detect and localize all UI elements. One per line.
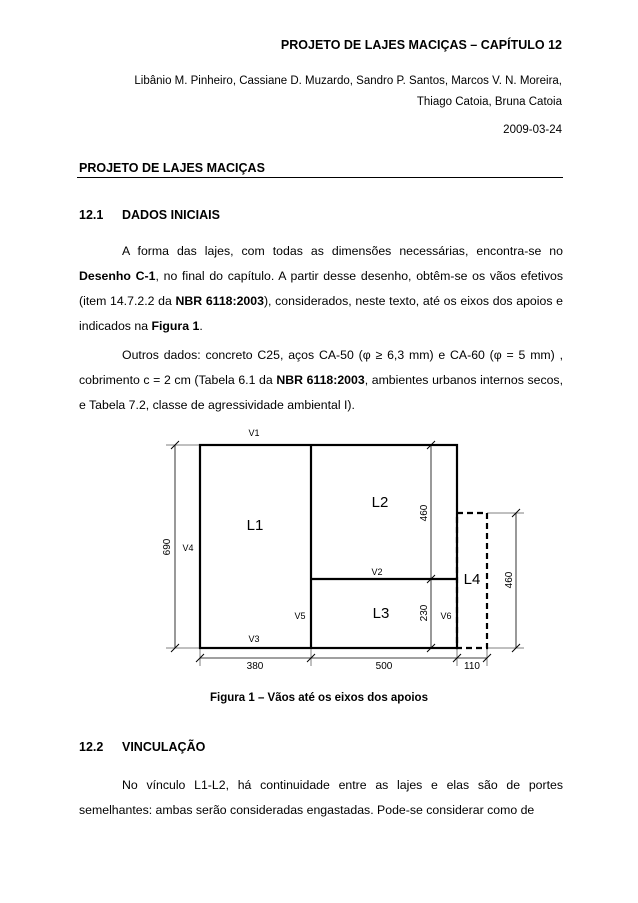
p1-text-a: A forma das lajes, com todas as dimensões necessárias, encontra-se no [122, 244, 563, 258]
dim-label-380: 380 [246, 661, 264, 672]
p2-text-a: Outros dados: concreto C25, aços CA-50 (φ ≥ 6,3 mm) e CA-60 (φ = 5 mm) , cobrimento c = 2 cm (Tabela 6.1 da [79, 348, 563, 387]
beam-label-v5: V5 [294, 611, 306, 621]
section-2-number: 12.2 [79, 740, 104, 754]
beam-label-v4: V4 [182, 543, 194, 553]
section-2-title: VINCULAÇÃO [122, 740, 206, 754]
figure-caption: Figura 1 – Vãos até os eixos dos apoios [210, 692, 428, 704]
slab-label-l1: L1 [246, 517, 264, 534]
p2-ref-norm: NBR 6118:2003 [276, 373, 365, 387]
p1-text-g: . [199, 319, 203, 333]
p1-text-c: , no final do capítulo. A partir desse desenho, obtêm-se os vãos efetivos (item 14.7.2.2 da [79, 269, 563, 308]
p2-text-c: , ambientes urbanos internos secos, e Tabela 7.2, classe de agressividade ambiental I). [79, 373, 563, 412]
authors-line-1: Libânio M. Pinheiro, Cassiane D. Muzardo, Sandro P. Santos, Marcos V. N. Moreira, [134, 75, 562, 87]
p1-ref-norm: NBR 6118:2003 [175, 294, 264, 308]
dim-label-500: 500 [375, 661, 393, 672]
p1-ref-drawing: Desenho C-1 [79, 269, 156, 283]
beam-label-v1: V1 [248, 428, 260, 438]
chapter-title: PROJETO DE LAJES MACIÇAS [79, 161, 265, 175]
section-2-paragraph-1 [79, 773, 563, 823]
dim-label-110: 110 [464, 661, 480, 672]
slab-label-l2: L2 [371, 494, 389, 511]
section-2-text: No vínculo L1-L2, há continuidade entre as lajes e elas são de portes semelhantes: ambas serão consideradas engastadas. Pode-se considerar como de [79, 778, 563, 817]
dim-label-460-l2: 460 [419, 504, 430, 522]
authors-line-2: Thiago Catoia, Bruna Catoia [416, 96, 562, 108]
dim-label-460-l4: 460 [504, 571, 515, 589]
document-date: 2009-03-24 [503, 124, 562, 136]
beam-label-v6: V6 [440, 611, 452, 621]
dim-label-690: 690 [162, 538, 173, 556]
p1-text-e: ), considerados, neste texto, até os eixos dos apoios e indicados na [79, 294, 564, 333]
dim-label-230: 230 [419, 604, 430, 622]
beam-label-v2: V2 [371, 567, 383, 577]
section-1-title: DADOS INICIAIS [122, 208, 220, 222]
slab-layout-figure [0, 420, 638, 682]
beam-label-v3: V3 [248, 634, 260, 644]
running-header-title: PROJETO DE LAJES MACIÇAS – CAPÍTULO 12 [280, 38, 562, 52]
slab-label-l4: L4 [463, 571, 481, 588]
section-1-paragraph-1 [79, 239, 563, 339]
section-1-paragraph-2 [79, 343, 563, 418]
p1-ref-figure: Figura 1 [151, 319, 200, 333]
section-1-number: 12.1 [79, 208, 104, 222]
chapter-rule [77, 177, 563, 178]
authors-block [82, 71, 562, 113]
slab-label-l3: L3 [372, 605, 390, 622]
